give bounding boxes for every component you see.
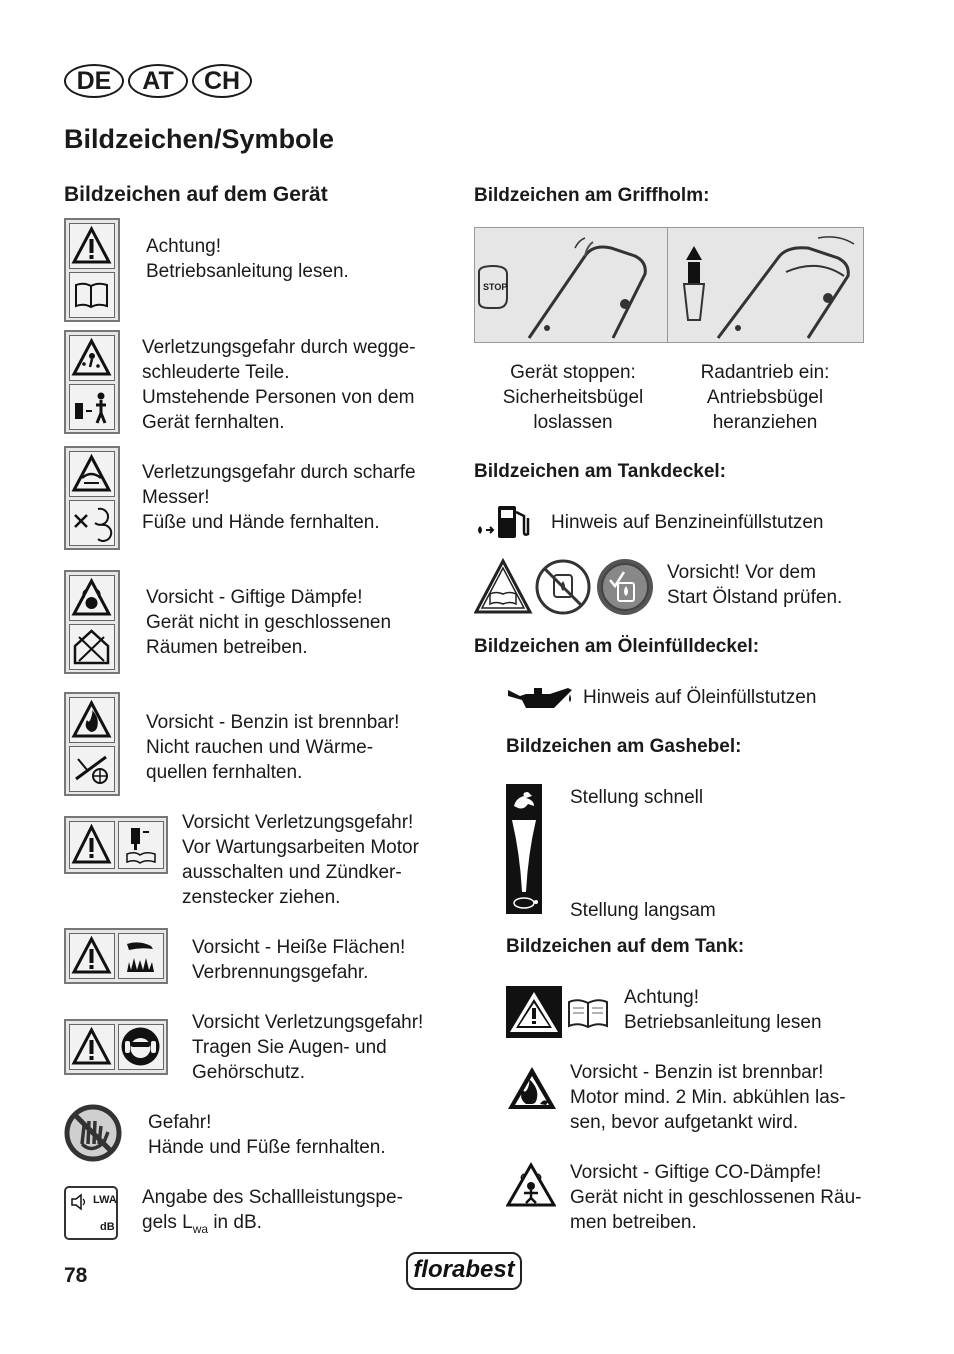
tank-manual-book-icon [566, 996, 610, 1030]
item-danger-hands-text: Gefahr! Hände und Füße fernhalten. [148, 1112, 386, 1158]
item-sharp-blades-text: Verletzungsgefahr durch scharfe Messer! Füße und Hände fernhalten. [142, 462, 416, 533]
no-smoking-icon [69, 746, 115, 792]
spark-plug-manual-icon [118, 821, 164, 869]
toxic-fumes-icon [69, 575, 115, 621]
sound-level-text-end: in dB. [208, 1212, 262, 1233]
tank-co-fumes-icon [506, 1162, 556, 1208]
oil-check-text: Vorsicht! Vor dem Start Ölstand prüfen. [667, 562, 843, 608]
lwa-label: LWA [93, 1194, 117, 1206]
item-maintenance-text: Vorsicht Verletzungsgefahr! Vor Wartungsarbeiten Motor ausschalten und Zündker- zenstecker ziehen. [182, 812, 419, 908]
db-label: dB [100, 1221, 115, 1233]
caption-stop: Gerät stoppen: Sicherheitsbügel loslassen [502, 362, 644, 433]
keep-hands-feet-away-icon [69, 500, 115, 546]
oil-cap-heading: Bildzeichen am Öleinfülldeckel: [474, 636, 760, 657]
country-code-de: DE [64, 64, 124, 98]
left-heading: Bildzeichen auf dem Gerät [64, 183, 328, 206]
tank-warning-icon [506, 986, 562, 1038]
sound-level-text-main: Angabe des Schallleistungspe- gels L [142, 1187, 403, 1233]
page-number: 78 [64, 1264, 88, 1287]
item-protection-text: Vorsicht Verletzungsgefahr! Tragen Sie Augen- und Gehörschutz. [192, 1012, 424, 1083]
throttle-heading: Bildzeichen am Gashebel: [506, 736, 742, 757]
tank-heading: Bildzeichen auf dem Tank: [506, 936, 745, 957]
tank-read-manual-text: Achtung! Betriebsanleitung lesen [624, 987, 822, 1033]
sound-power-level-icon [64, 1186, 118, 1240]
item-read-manual-text: Achtung! Betriebsanleitung lesen. [146, 236, 349, 282]
drive-handle-icon [668, 228, 864, 342]
oil-hint-text: Hinweis auf Öleinfüllstutzen [583, 687, 817, 708]
hot-surface-icon [118, 933, 164, 979]
handle-heading: Bildzeichen am Griffholm: [474, 185, 710, 206]
throttle-slow-text: Stellung langsam [570, 900, 716, 921]
oil-check-icons [474, 558, 658, 616]
eye-ear-protection-icon [118, 1024, 164, 1070]
item-toxic-fumes-text: Vorsicht - Giftige Dämpfe! Gerät nicht in geschlossenen Räumen betreiben. [146, 587, 392, 658]
throttle-symbol [506, 784, 542, 914]
item-thrown-parts-text: Verletzungsgefahr durch wegge- schleuderte Teile. Umstehende Personen von dem Gerät fernhalten. [142, 337, 416, 433]
protection-icon-pair [64, 1019, 168, 1075]
turtle-icon [514, 898, 534, 908]
item-sound-level-text [142, 1185, 403, 1242]
no-hands-icon [64, 1104, 122, 1162]
brand-logo: florabest [406, 1252, 522, 1290]
oil-can-icon [506, 684, 574, 714]
page-title: Bildzeichen/Symbole [64, 124, 335, 154]
manual-book-icon [69, 272, 115, 318]
warning-triangle-icon [69, 1024, 115, 1070]
throttle-fast-text: Stellung schnell [570, 787, 704, 808]
thrown-objects-icon-pair [64, 330, 120, 434]
rabbit-icon [514, 792, 534, 809]
flammable-icon-pair [64, 692, 120, 796]
warning-triangle-icon [69, 933, 115, 979]
country-code-at: AT [128, 64, 188, 98]
fuel-hint-text: Hinweis auf Benzineinfüllstutzen [551, 512, 824, 533]
flammable-icon [69, 697, 115, 743]
keep-distance-icon [69, 384, 115, 430]
item-flammable-text: Vorsicht - Benzin ist brennbar! Nicht rauchen und Wärme- quellen fernhalten. [146, 712, 400, 783]
no-indoor-operation-icon [69, 624, 115, 670]
sharp-blade-icon [69, 451, 115, 497]
fuel-pump-icon [474, 500, 536, 542]
warning-manual-icon-pair [64, 218, 120, 322]
tank-flammable-text: Vorsicht - Benzin ist brennbar! Motor mind. 2 Min. abkühlen las- sen, bevor aufgetankt wird. [570, 1062, 846, 1133]
hot-surface-icon-pair [64, 928, 168, 984]
tank-co-fumes-text: Vorsicht - Giftige CO-Dämpfe! Gerät nicht in geschlossenen Räu- men betreiben. [570, 1162, 862, 1233]
item-hot-surface-text: Vorsicht - Heiße Flächen! Verbrennungsgefahr. [192, 937, 406, 983]
caption-drive: Radantrieb ein: Antriebsbügel heranziehen [700, 362, 830, 433]
country-code-ch: CH [192, 64, 252, 98]
warning-triangle-icon [69, 223, 115, 269]
handle-illustration [474, 227, 864, 343]
sharp-blade-icon-pair [64, 446, 120, 550]
maintenance-icon-pair [64, 816, 168, 874]
warning-triangle-icon [69, 821, 115, 869]
toxic-fumes-icon-pair [64, 570, 120, 674]
stop-label: STOP [483, 282, 508, 292]
sound-level-subscript: wa [192, 1221, 209, 1236]
thrown-objects-icon [69, 335, 115, 381]
country-codes [64, 64, 252, 98]
tank-cap-heading: Bildzeichen am Tankdeckel: [474, 461, 727, 482]
tank-flammable-icon [506, 1064, 558, 1112]
